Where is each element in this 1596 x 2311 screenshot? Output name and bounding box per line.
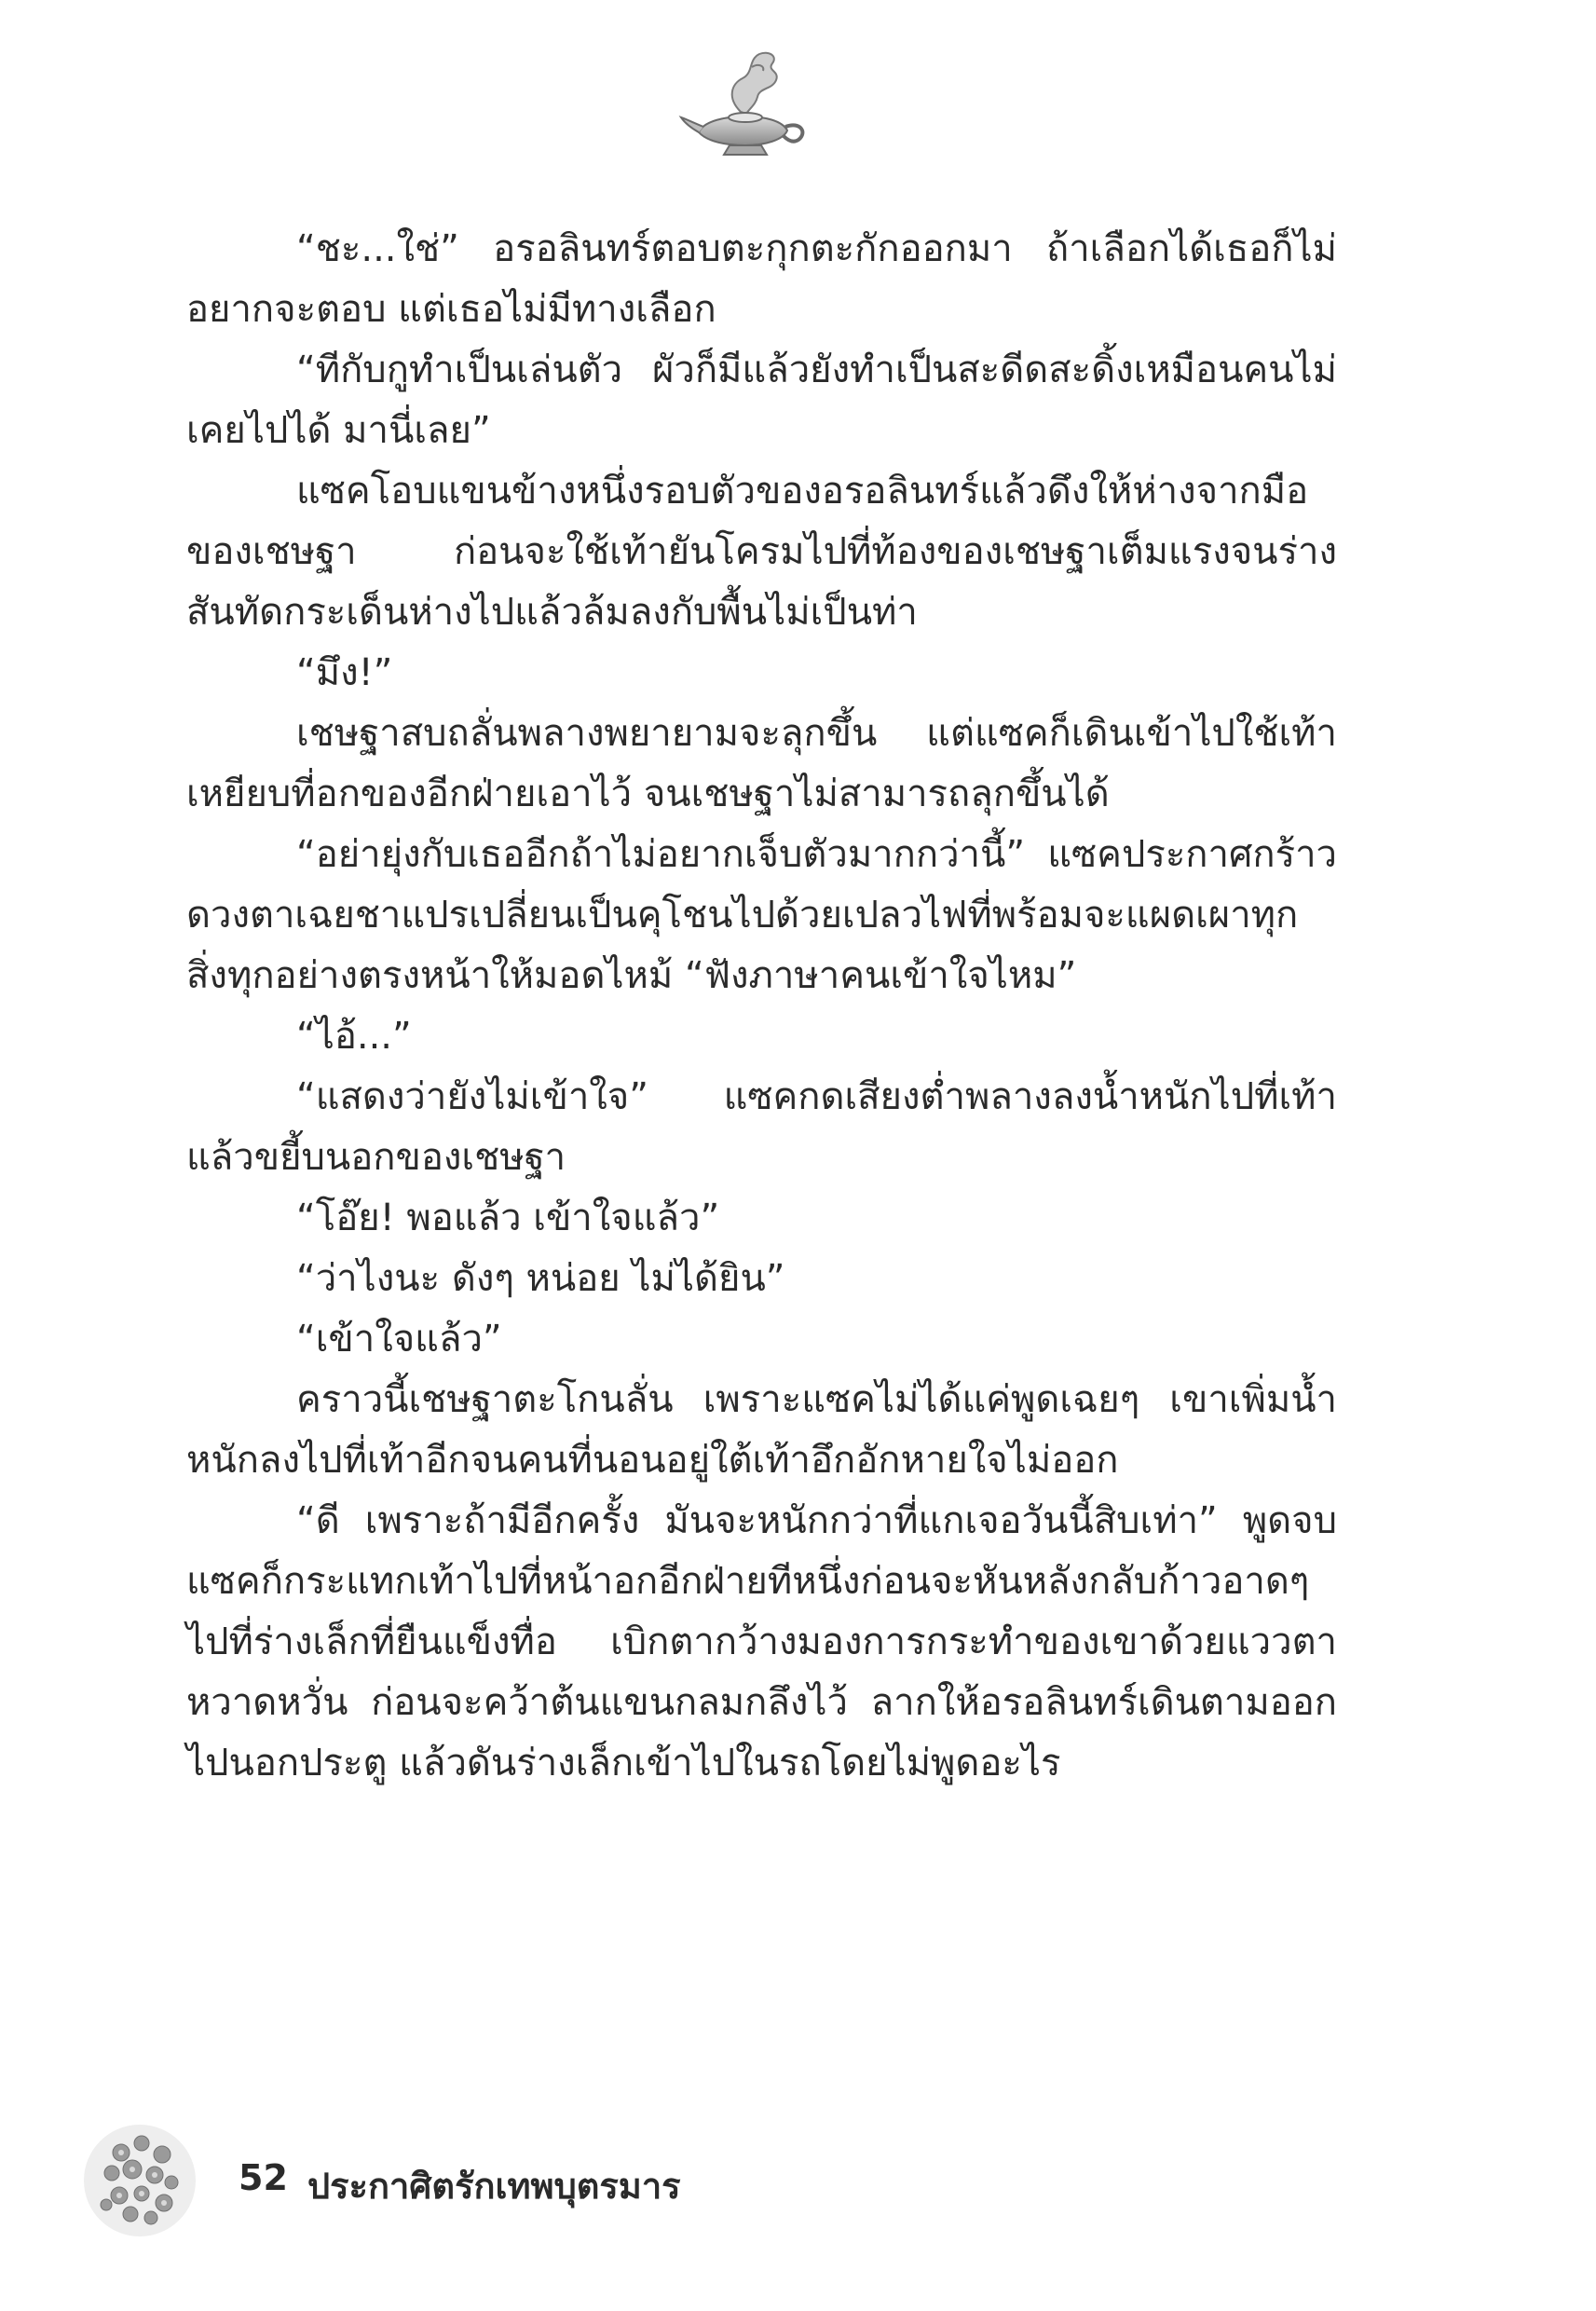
paragraph: “อย่ายุ่งกับเธออีกถ้าไม่อยากเจ็บตัวมากกว่านี้” แซคประกาศกร้าวดวงตาเฉยชาแปรเปลี่ยนเป็นคุโชนไปด้วยเปลวไฟที่พร้อมจะแผดเผาทุกสิ่งทุกอย่างตรงหน้าให้มอดไหม้ “ฟังภาษาคนเข้าใจไหม”: [186, 833, 1337, 997]
page-footer: [75, 2115, 913, 2246]
paragraph: “ทีกับกูทำเป็นเล่นตัว ผัวก็มีแล้วยังทำเป็นสะดีดสะดิ้งเหมือนคนไม่เคยไปได้ มานี่เลย”: [186, 349, 1337, 452]
paragraph: “โอ๊ย! พอแล้ว เข้าใจแล้ว”: [296, 1197, 720, 1239]
page-number: 52: [239, 2157, 288, 2198]
chapter-body: [186, 219, 1337, 1794]
paragraph: “ดี เพราะถ้ามีอีกครั้ง มันจะหนักกว่าที่แกเจอวันนี้สิบเท่า” พูดจบแซคก็กระแทกเท้าไปที่หน้าอกอีกฝ่ายทีหนึ่งก่อนจะหันหลังกลับก้าวอาดๆ ไปที่ร่างเล็กที่ยืนแข็งทื่อ เบิกตากว้างมองการกระทำของเขาด้วยแววตาหวาดหวั่น ก่อนจะคว้าต้นแขนกลมกลึงไว้ ลากให้อรอลินทร์เดินตามออกไปนอกประตู แล้วดันร่างเล็กเข้าไปในรถโดยไม่พูดอะไร: [186, 1499, 1337, 1785]
paragraph: “มึง!”: [296, 651, 393, 694]
paragraph: “ไอ้...”: [296, 1015, 412, 1058]
paragraph: “แสดงว่ายังไม่เข้าใจ” แซคกดเสียงต่ำพลางลงน้ำหนักไปที่เท้าแล้วขยี้บนอกของเชษฐา: [186, 1075, 1337, 1179]
genie-lamp-icon: [675, 47, 815, 168]
flower-bouquet-icon: [75, 2115, 205, 2246]
book-title: ประกาศิตรักเทพบุตรมาร: [307, 2166, 681, 2207]
paragraph: “เข้าใจแล้ว”: [296, 1318, 502, 1361]
paragraph: “ชะ...ใช่” อรอลินทร์ตอบตะกุกตะกักออกมา ถ้าเลือกได้เธอก็ไม่อยากจะตอบ แต่เธอไม่มีทางเลือก: [186, 227, 1337, 331]
paragraph: คราวนี้เชษฐาตะโกนลั่น เพราะแซคไม่ได้แค่พูดเฉยๆ เขาเพิ่มน้ำหนักลงไปที่เท้าอีกจนคนที่นอนอยู่ใต้เท้าอึกอักหายใจไม่ออก: [186, 1378, 1337, 1482]
paragraph: เชษฐาสบถลั่นพลางพยายามจะลุกขึ้น แต่แซคก็เดินเข้าไปใช้เท้าเหยียบที่อกของอีกฝ่ายเอาไว้ จนเชษฐาไม่สามารถลุกขึ้นได้: [186, 712, 1337, 815]
paragraph: แซคโอบแขนข้างหนึ่งรอบตัวของอรอลินทร์แล้วดึงให้ห่างจากมือของเชษฐา ก่อนจะใช้เท้ายันโครมไปที่ท้องของเชษฐาเต็มแรงจนร่างสันทัดกระเด็นห่างไปแล้วล้มลงกับพื้นไม่เป็นท่า: [186, 470, 1337, 634]
paragraph: “ว่าไงนะ ดังๆ หน่อย ไม่ได้ยิน”: [296, 1257, 785, 1300]
